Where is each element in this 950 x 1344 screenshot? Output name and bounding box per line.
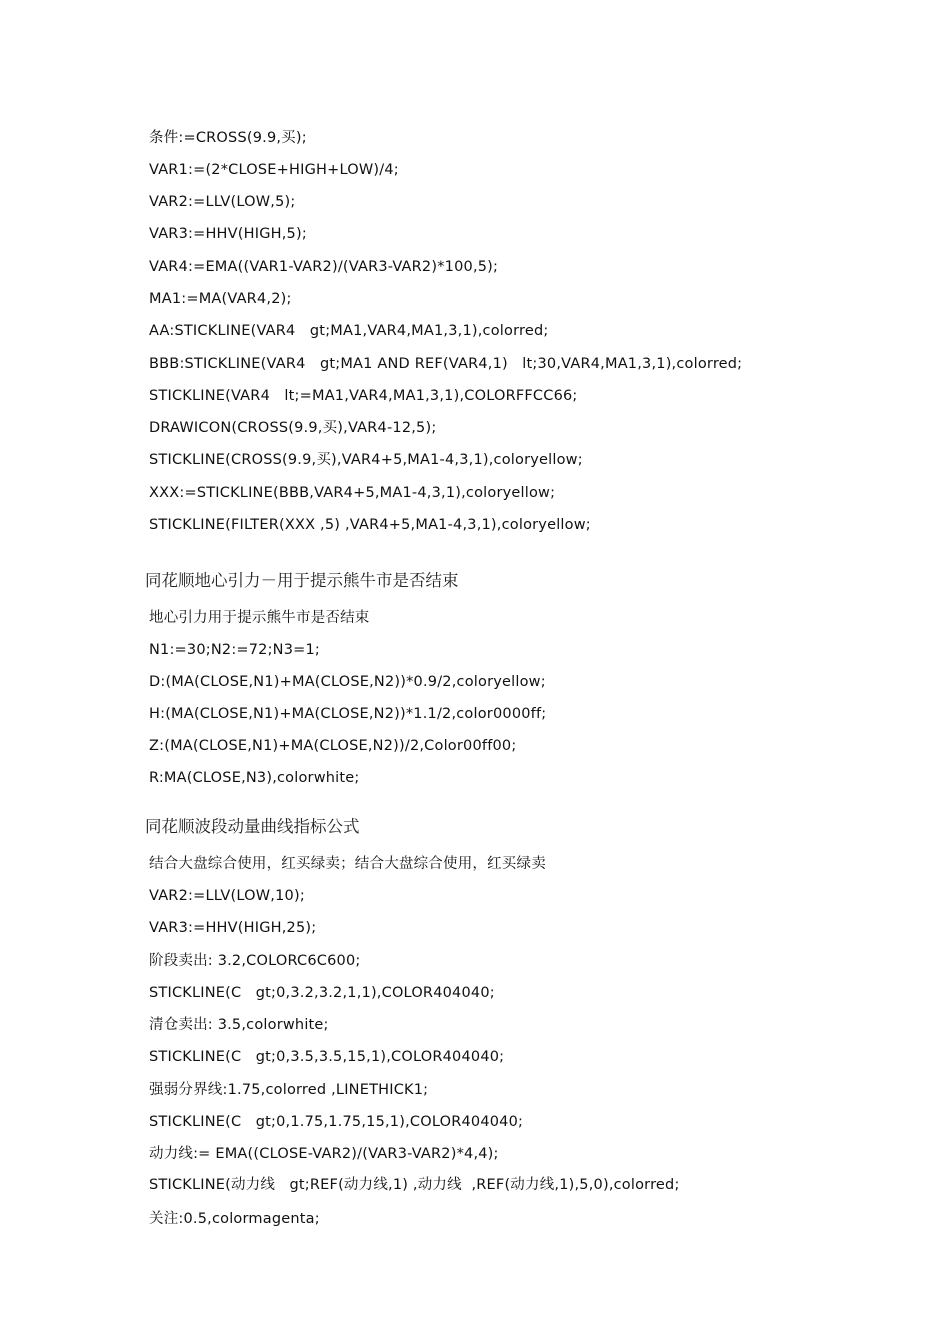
section-heading: 同花顺波段动量曲线指标公式 <box>145 817 360 836</box>
formula-line: VAR2:=LLV(LOW,5); <box>149 194 296 210</box>
formula-line: STICKLINE(C gt;0,3.5,3.5,15,1),COLOR404040; <box>149 1049 505 1065</box>
formula-line: 强弱分界线:1.75,colorred ,LINETHICK1; <box>149 1082 429 1098</box>
formula-line: XXX:=STICKLINE(BBB,VAR4+5,MA1-4,3,1),coloryellow; <box>149 485 556 501</box>
formula-line: VAR2:=LLV(LOW,10); <box>149 888 305 904</box>
formula-line: 关注:0.5,colormagenta; <box>149 1211 320 1227</box>
formula-line: STICKLINE(C gt;0,1.75,1.75,15,1),COLOR404040; <box>149 1114 524 1130</box>
formula-line: VAR4:=EMA((VAR1-VAR2)/(VAR3-VAR2)*100,5); <box>149 259 499 275</box>
section-heading: 同花顺地心引力－用于提示熊牛市是否结束 <box>145 571 459 590</box>
formula-line: STICKLINE(CROSS(9.9,买),VAR4+5,MA1-4,3,1),coloryellow; <box>149 452 583 468</box>
formula-line: N1:=30;N2:=72;N3=1; <box>149 642 321 658</box>
formula-line: 条件:=CROSS(9.9,买); <box>149 130 307 146</box>
formula-line: 结合大盘综合使用，红买绿卖；结合大盘综合使用，红买绿卖 <box>149 856 546 872</box>
formula-line: STICKLINE(动力线 gt;REF(动力线,1) ,动力线 ,REF(动力线,1),5,0),colorred; <box>149 1177 680 1193</box>
formula-line: H:(MA(CLOSE,N1)+MA(CLOSE,N2))*1.1/2,color0000ff; <box>149 706 547 722</box>
formula-line: 地心引力用于提示熊牛市是否结束 <box>149 610 370 626</box>
formula-line: AA:STICKLINE(VAR4 gt;MA1,VAR4,MA1,3,1),colorred; <box>149 323 549 339</box>
formula-line: 清仓卖出: 3.5,colorwhite; <box>149 1017 329 1033</box>
formula-line: D:(MA(CLOSE,N1)+MA(CLOSE,N2))*0.9/2,coloryellow; <box>149 674 546 690</box>
formula-line: STICKLINE(C gt;0,3.2,3.2,1,1),COLOR404040; <box>149 985 495 1001</box>
formula-line: BBB:STICKLINE(VAR4 gt;MA1 AND REF(VAR4,1) lt;30,VAR4,MA1,3,1),colorred; <box>149 356 743 372</box>
formula-line: 阶段卖出: 3.2,COLORC6C600; <box>149 953 361 969</box>
formula-line: R:MA(CLOSE,N3),colorwhite; <box>149 770 360 786</box>
formula-line: DRAWICON(CROSS(9.9,买),VAR4-12,5); <box>149 420 437 436</box>
formula-line: 动力线:= EMA((CLOSE-VAR2)/(VAR3-VAR2)*4,4); <box>149 1146 499 1162</box>
formula-line: Z:(MA(CLOSE,N1)+MA(CLOSE,N2))/2,Color00ff00; <box>149 738 517 754</box>
formula-line: STICKLINE(FILTER(XXX ,5) ,VAR4+5,MA1-4,3,1),coloryellow; <box>149 517 591 533</box>
formula-line: STICKLINE(VAR4 lt;=MA1,VAR4,MA1,3,1),COLORFFCC66; <box>149 388 578 404</box>
formula-line: VAR3:=HHV(HIGH,25); <box>149 920 317 936</box>
formula-line: MA1:=MA(VAR4,2); <box>149 291 292 307</box>
formula-line: VAR3:=HHV(HIGH,5); <box>149 226 307 242</box>
formula-line: VAR1:=(2*CLOSE+HIGH+LOW)/4; <box>149 162 399 178</box>
